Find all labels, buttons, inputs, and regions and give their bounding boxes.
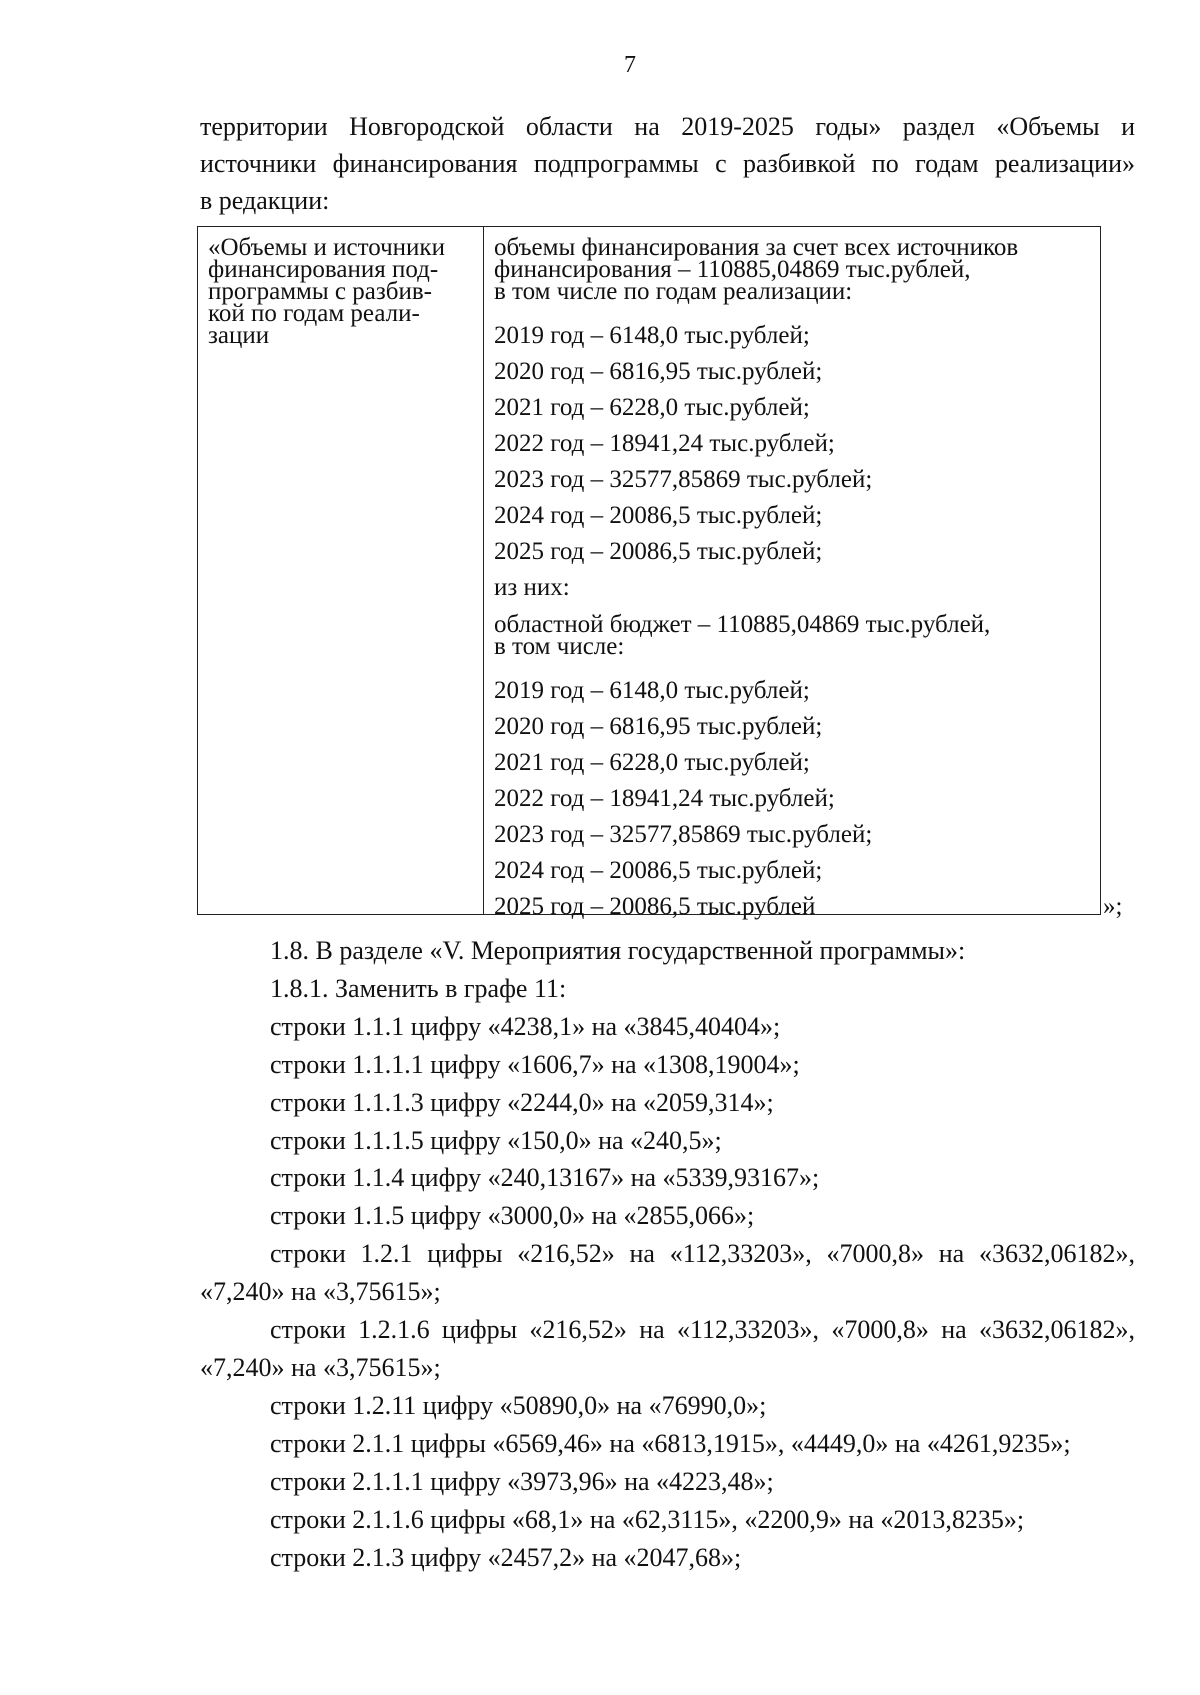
intro-line: в редакции: — [200, 186, 330, 215]
intro-line: источники финансирования подпрограммы с разбивкой по годам реализации» — [200, 149, 1135, 178]
regional-year-amount-line: 2020 год – 6816,95 тыс.рублей; — [494, 713, 823, 740]
amendment-line: строки 1.2.1.6 цифры «216,52» на «112,33203», «7000,8» на «3632,06182», — [270, 1315, 1135, 1345]
left-cell-line: зации — [208, 322, 270, 349]
amendment-line: строки 2.1.3 цифру «2457,2» на «2047,68»; — [270, 1542, 742, 1572]
left-cell-line: «Объемы и источники — [208, 234, 445, 261]
regional-year-amount-line: 2022 год – 18941,24 тыс.рублей; — [494, 785, 835, 812]
section-heading: 1.8. В разделе «V. Мероприятия государственной программы»: — [270, 936, 966, 965]
financing-table — [197, 226, 1101, 920]
regional-year-amount-line: 2023 год – 32577,85869 тыс.рублей; — [494, 821, 873, 848]
year-amount-line: 2024 год – 20086,5 тыс.рублей; — [494, 502, 823, 529]
closing-quote: »; — [1103, 893, 1123, 920]
regional-year-amount-line: 2021 год – 6228,0 тыс.рублей; — [494, 749, 810, 776]
regional-year-amount-line: 2025 год – 20086,5 тыс.рублей — [494, 893, 816, 920]
of-them-label: из них: — [494, 574, 570, 601]
left-cell-line: финансирования под- — [208, 256, 439, 283]
table-right-cell — [494, 234, 1094, 925]
amendment-line-continuation: «7,240» на «3,75615»; — [200, 1352, 441, 1382]
financing-total-line: объемы финансирования за счет всех источников — [494, 234, 1019, 261]
amendment-line: строки 1.1.4 цифру «240,13167» на «5339,93167»; — [270, 1163, 820, 1193]
financing-total-line: финансирования – 110885,04869 тыс.рублей, — [494, 256, 971, 283]
regional-year-amount-line: 2024 год – 20086,5 тыс.рублей; — [494, 857, 823, 884]
amendment-line: строки 1.2.11 цифру «50890,0» на «76990,0»; — [270, 1390, 767, 1420]
amendment-line: строки 2.1.1 цифры «6569,46» на «6813,1915», «4449,0» на «4261,9235»; — [270, 1428, 1071, 1458]
amendments-list — [200, 932, 1135, 1576]
page-number: 7 — [624, 52, 636, 78]
regional-year-amount-line: 2019 год – 6148,0 тыс.рублей; — [494, 677, 810, 704]
table-column-divider — [483, 227, 484, 914]
table-left-cell — [208, 234, 476, 349]
amendment-line: строки 2.1.1.1 цифру «3973,96» на «4223,48»; — [270, 1466, 774, 1496]
amendment-line: строки 1.2.1 цифры «216,52» на «112,33203», «7000,8» на «3632,06182», — [270, 1239, 1135, 1269]
amendment-line: строки 1.1.1.5 цифру «150,0» на «240,5»; — [270, 1125, 722, 1155]
left-cell-line: программы с разбив- — [208, 278, 432, 305]
amendment-line: строки 1.1.1.3 цифру «2244,0» на «2059,314»; — [270, 1087, 774, 1117]
year-amount-line: 2019 год – 6148,0 тыс.рублей; — [494, 322, 810, 349]
year-amount-line: 2020 год – 6816,95 тыс.рублей; — [494, 358, 823, 385]
year-amount-line: 2025 год – 20086,5 тыс.рублей; — [494, 538, 823, 565]
left-cell-line: кой по годам реали- — [208, 300, 420, 327]
amendment-line: строки 1.1.5 цифру «3000,0» на «2855,066»; — [270, 1201, 755, 1231]
amendment-line: строки 1.1.1 цифру «4238,1» на «3845,40404»; — [270, 1011, 781, 1041]
amendment-line: строки 1.1.1.1 цифру «1606,7» на «1308,19004»; — [270, 1049, 800, 1079]
year-amount-line: 2022 год – 18941,24 тыс.рублей; — [494, 430, 835, 457]
financing-total-line: в том числе по годам реализации: — [494, 278, 853, 305]
regional-budget-line: в том числе: — [494, 633, 625, 660]
amendment-line: строки 2.1.1.6 цифры «68,1» на «62,3115», «2200,9» на «2013,8235»; — [270, 1504, 1025, 1534]
subsection-heading: 1.8.1. Заменить в графе 11: — [270, 973, 567, 1003]
year-amount-line: 2023 год – 32577,85869 тыс.рублей; — [494, 466, 873, 493]
intro-line: территории Новгородской области на 2019-2025 годы» раздел «Объемы и — [200, 112, 1135, 141]
intro-paragraph — [200, 108, 1135, 219]
year-amount-line: 2021 год – 6228,0 тыс.рублей; — [494, 394, 810, 421]
amendment-line-continuation: «7,240» на «3,75615»; — [200, 1277, 441, 1307]
regional-budget-line: областной бюджет – 110885,04869 тыс.рублей, — [494, 611, 991, 638]
